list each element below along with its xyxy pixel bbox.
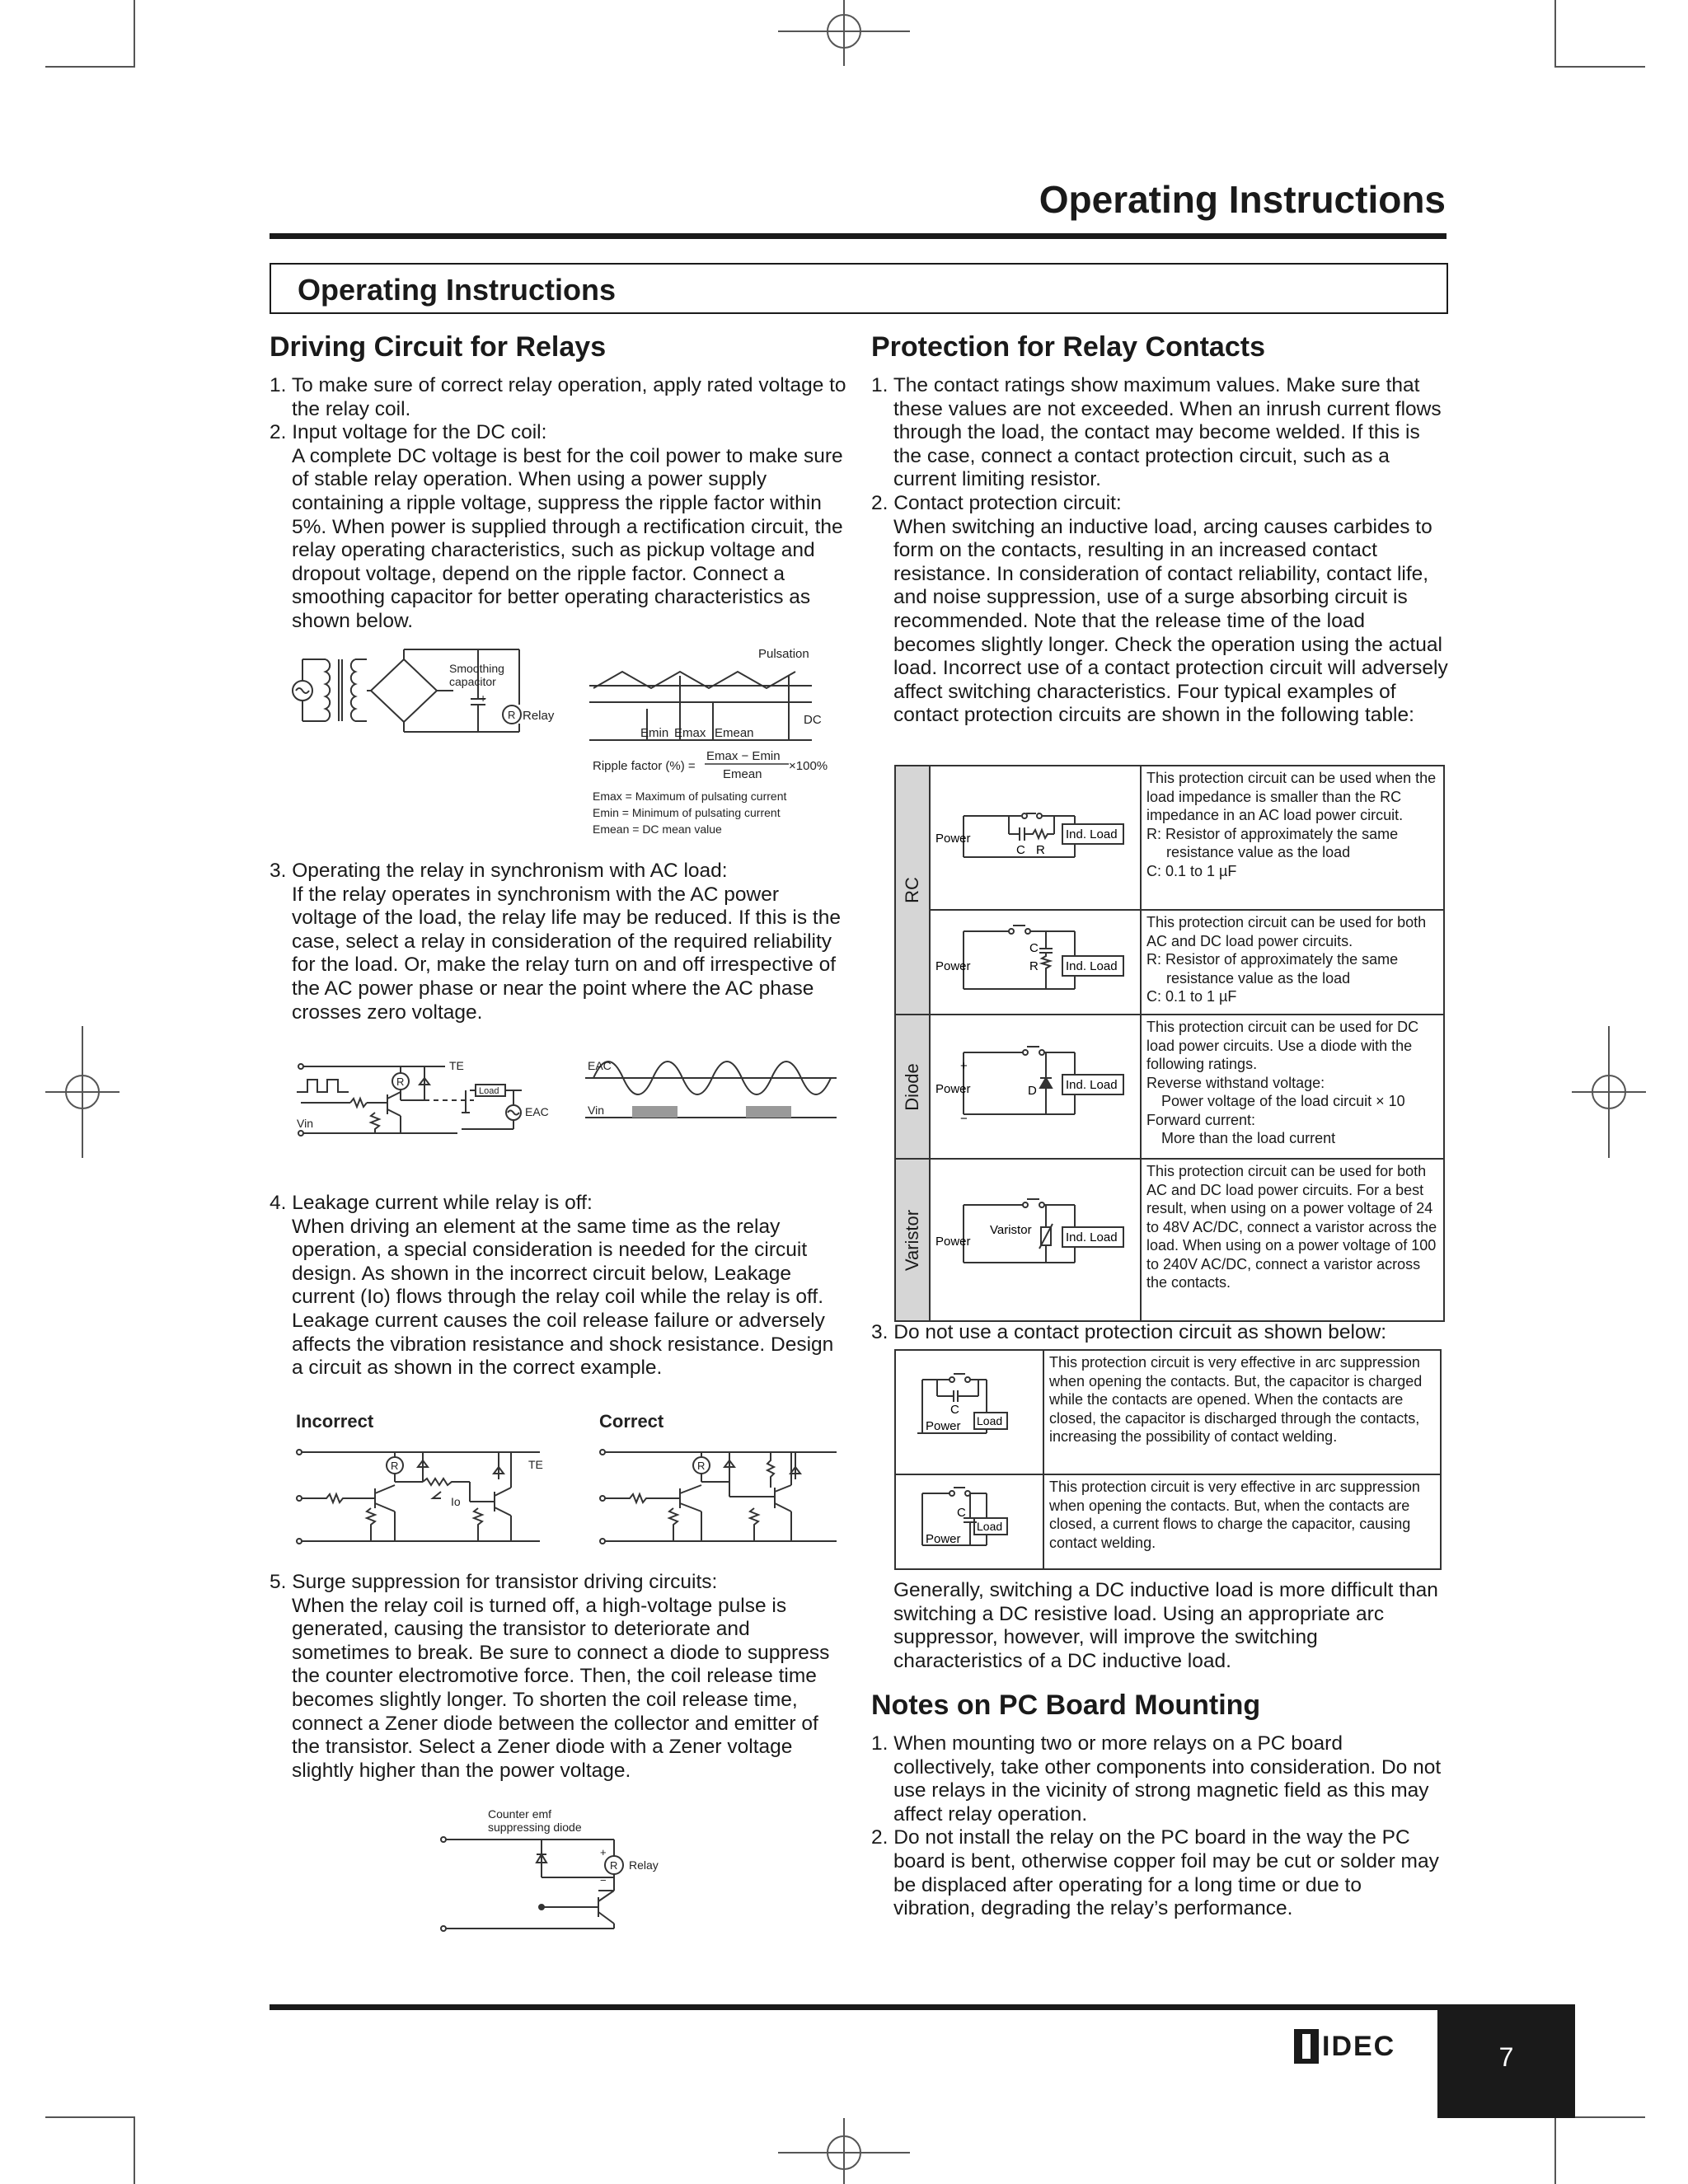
rc2-description: This protection circuit can be used for both AC and DC load power circuits. R: Resistor of approximately the same resistance value as the load C: 0.1 to 1 µF [1141, 910, 1444, 1015]
svg-text:Emax: Emax [674, 726, 706, 740]
svg-text:Power: Power [926, 1419, 961, 1433]
svg-text:Varistor: Varistor [990, 1223, 1032, 1237]
protection-circuits-table [894, 765, 1445, 1322]
svg-text:Load: Load [977, 1520, 1003, 1533]
left-item-4 [270, 1192, 846, 1380]
svg-text:capacitor: capacitor [449, 675, 496, 688]
svg-text:Relay: Relay [629, 1858, 659, 1872]
svg-text:TE: TE [528, 1458, 543, 1471]
rc1-description: This protection circuit can be used when the load impedance is smaller than the RC impedance in an AC load power circuit. R: Resistor of approximately the same resistance value as the load C: 0.1 to 1 µF [1141, 766, 1444, 910]
svg-text:Ripple factor (%) =: Ripple factor (%) = [593, 759, 696, 773]
svg-text:Emean = DC mean value: Emean = DC mean value [593, 823, 722, 836]
svg-text:EAC: EAC [525, 1105, 549, 1118]
svg-text:+: + [960, 1059, 968, 1073]
svg-text:R: R [396, 1076, 405, 1088]
right-items-1-2 [871, 374, 1448, 728]
svg-text:suppressing diode: suppressing diode [488, 1821, 582, 1834]
bad-circuit-2-description: This protection circuit is very effective in arc suppression when opening the contacts. But, when the contacts are closed, a current flows to charge the capacitor, causing contact welding. [1043, 1474, 1441, 1569]
svg-text:C: C [950, 1403, 959, 1417]
list-item: 1. When mounting two or more relays on a PC board collectively, take other components into consideration. Do not use relays in the vicinity of strong magnetic field as this may affect relay operation. [871, 1732, 1442, 1825]
svg-text:Ind. Load: Ind. Load [1066, 959, 1118, 973]
svg-text:Emax = Maximum of pulsating: Emax = Maximum of pulsating current [593, 790, 787, 803]
svg-text:Load: Load [977, 1414, 1003, 1427]
svg-text:R: R [1029, 959, 1039, 973]
bad-circuit-2 [895, 1474, 1043, 1569]
svg-text:C: C [1029, 941, 1039, 955]
protection-heading: Protection for Relay Contacts [871, 331, 1265, 363]
list-item: 2. Input voltage for the DC coil: [270, 421, 547, 444]
svg-text:Relay: Relay [523, 709, 555, 723]
list-item: 2. Do not install the relay on the PC board in the way the PC board is bent, otherwise copper foil may be cut or solder may be displaced after operating for a long time or due to vibration, degrading the relay’s performance. [871, 1826, 1439, 1920]
svg-text:Io: Io [451, 1495, 461, 1508]
bad-circuit-1 [895, 1350, 1043, 1474]
rc-circuit-1 [930, 766, 1141, 910]
svg-text:Incorrect: Incorrect [296, 1411, 374, 1432]
left-item-5 [270, 1571, 846, 1783]
svg-text:−: − [600, 1874, 607, 1886]
svg-text:Correct: Correct [599, 1411, 664, 1432]
svg-text:R: R [508, 709, 516, 721]
svg-text:Emean: Emean [723, 767, 762, 781]
svg-text:Power: Power [935, 959, 971, 973]
category-diode: Diode [895, 1015, 930, 1159]
svg-text:DC: DC [804, 713, 822, 727]
svg-text:R: R [1036, 843, 1045, 857]
svg-text:R: R [697, 1460, 706, 1472]
svg-text:TE: TE [449, 1059, 464, 1072]
list-item-body: A complete DC voltage is best for the coil power to make sure of stable relay operation. When using a power supply containing a ripple voltage, suppress the ripple factor within 5%. When power is supplied through a rectification circuit, the relay operating characteristics, such as pickup voltage and dropout voltage, depend on the ripple factor. Connect a smoothing capacitor for better operating characteristics as shown below. [292, 444, 843, 632]
list-item: 1. The contact ratings show maximum values. Make sure that these values are not exceeded. When an inrush current flows through the load, the contact may become welded. If this is the case, connect a contact protection circuit, such as a current limiting resistor. [871, 374, 1442, 491]
diode-circuit [930, 1015, 1141, 1159]
list-item-body: If the relay operates in synchronism with the AC power voltage of the load, the relay life may be reduced. If this is the case, select a relay in consideration of the required reliability for the load. Or, make the relay turn on and off irrespective of the AC power phase or near the point where the AC phase crosses zero voltage. [292, 883, 841, 1024]
list-item-body: When driving an element at the same time as the relay operation, a special consideration is needed for the circuit design. As shown in the incorrect circuit below, Leakage current (Io) flows through the relay coil while the relay is off. Leakage current causes the coil release failure or adversely affects the vibration resistance and shock resistance. Design a circuit as shown in the correct example. [292, 1215, 834, 1380]
idec-logo-icon [1294, 2029, 1319, 2064]
list-item: 3. Operating the relay in synchronism with AC load: [270, 860, 728, 882]
svg-text:Emean: Emean [715, 726, 754, 740]
footer-rule [270, 2004, 1575, 2010]
svg-text:Counter emf: Counter emf [488, 1807, 552, 1821]
leakage-circuit-figure [293, 1409, 845, 1554]
rc-circuit-2 [930, 910, 1141, 1015]
svg-text:Emin: Emin [640, 726, 669, 740]
category-rc: RC [895, 766, 930, 1015]
left-item-3 [270, 860, 846, 1024]
pc-board-heading: Notes on PC Board Mounting [871, 1690, 1261, 1721]
svg-text:Pulsation: Pulsation [758, 647, 809, 661]
list-item: 3. Do not use a contact protection circuit as shown below: [871, 1321, 1387, 1343]
not-recommended-table [894, 1349, 1442, 1570]
dc-inductive-note: Generally, switching a DC inductive load is more difficult than switching a DC resistive load. Using an appropriate arc suppressor, however, will improve the switching characteristics of a DC inductive load. [893, 1579, 1438, 1672]
right-item-3 [871, 1321, 1448, 1345]
varistor-description: This protection circuit can be used for both AC and DC load power circuits. For a best result, when using on a power voltage of 24 to 48V AC/DC, connect a varistor across the load. When using on a power voltage of 100 to 240V AC/DC, connect a varistor across the contacts. [1141, 1159, 1444, 1321]
section-banner [270, 263, 1448, 314]
header-rule [270, 233, 1447, 239]
svg-text:−: − [960, 1112, 968, 1126]
svg-text:Power: Power [926, 1532, 961, 1546]
svg-text:R: R [610, 1859, 618, 1872]
svg-text:Vin: Vin [588, 1104, 604, 1117]
svg-text:+: + [480, 691, 487, 705]
category-varistor: Varistor [895, 1159, 930, 1321]
svg-text:EAC: EAC [588, 1059, 612, 1072]
section-banner-title: Operating Instructions [298, 273, 617, 307]
page-number: 7 [1437, 2008, 1575, 2118]
svg-text:C: C [1016, 843, 1025, 857]
svg-text:Power: Power [935, 1235, 971, 1249]
ripple-circuit-figure [284, 643, 845, 841]
sync-circuit-figure [293, 1055, 845, 1146]
page-title: Operating Instructions [1039, 178, 1446, 221]
driving-circuit-heading: Driving Circuit for Relays [270, 331, 607, 363]
list-item: 4. Leakage current while relay is off: [270, 1192, 593, 1214]
idec-logo [1294, 2029, 1395, 2064]
diode-description: This protection circuit can be used for DC load power circuits. Use a diode with the following ratings. Reverse withstand voltage: Power voltage of the load circuit × 10 Forward current: More than the load current [1141, 1015, 1444, 1159]
list-item-body: When switching an inductive load, arcing causes carbides to form on the contacts, resulting in an increased contact resistance. In consideration of contact reliability, contact life, and noise suppression, use of a surge absorbing circuit is recommended. Note that the release time of the load becomes slightly longer. Check the operation using the actual load. Incorrect use of a contact protection circuit will adversely affect switching characteristics. Four typical examples of contact protection circuits are shown in the following table: [893, 515, 1448, 727]
svg-text:Vin: Vin [297, 1117, 313, 1130]
svg-text:+: + [600, 1846, 607, 1858]
svg-text:C: C [957, 1506, 966, 1520]
svg-text:Power: Power [935, 832, 971, 846]
svg-text:D: D [1028, 1084, 1037, 1098]
varistor-circuit [930, 1159, 1141, 1321]
pc-board-items [871, 1732, 1448, 1921]
left-items-1-2 [270, 374, 846, 634]
svg-text:×100%: ×100% [789, 759, 828, 773]
svg-text:R: R [391, 1460, 399, 1472]
list-item-body: When the relay coil is turned off, a high-voltage pulse is generated, causing the transistor to deteriorate and sometimes to break. Be sure to connect a diode to suppress the counter electromotive force. Then, the coil release time becomes slightly longer. To shorten the coil release time, connect a Zener diode between the collector and emitter of the transistor. Select a Zener diode with a Zener voltage slightly higher than the power voltage. [292, 1594, 830, 1782]
svg-text:Ind. Load: Ind. Load [1066, 827, 1118, 841]
svg-text:Power: Power [935, 1082, 971, 1096]
surge-circuit-figure [437, 1805, 684, 1937]
svg-text:Load: Load [479, 1086, 499, 1096]
svg-text:Smoothing: Smoothing [449, 662, 504, 675]
svg-text:Ind. Load: Ind. Load [1066, 1230, 1118, 1244]
bad-circuit-1-description: This protection circuit is very effective in arc suppression when opening the contacts. But, the capacitor is charged while the contacts are opened. When the contacts are closed, the capacitor is discharged through the contacts, increasing the possibility of contact welding. [1043, 1350, 1441, 1474]
list-item: 5. Surge suppression for transistor driving circuits: [270, 1571, 718, 1593]
idec-logo-text: IDEC [1322, 2030, 1396, 2062]
svg-text:Emax − Emin: Emax − Emin [706, 749, 781, 763]
svg-text:Ind. Load: Ind. Load [1066, 1078, 1118, 1092]
list-item: 1. To make sure of correct relay operation, apply rated voltage to the relay coil. [270, 374, 846, 420]
list-item: 2. Contact protection circuit: [871, 491, 1122, 514]
svg-text:Emin = Minimum of pulsating: Emin = Minimum of pulsating current [593, 806, 781, 819]
